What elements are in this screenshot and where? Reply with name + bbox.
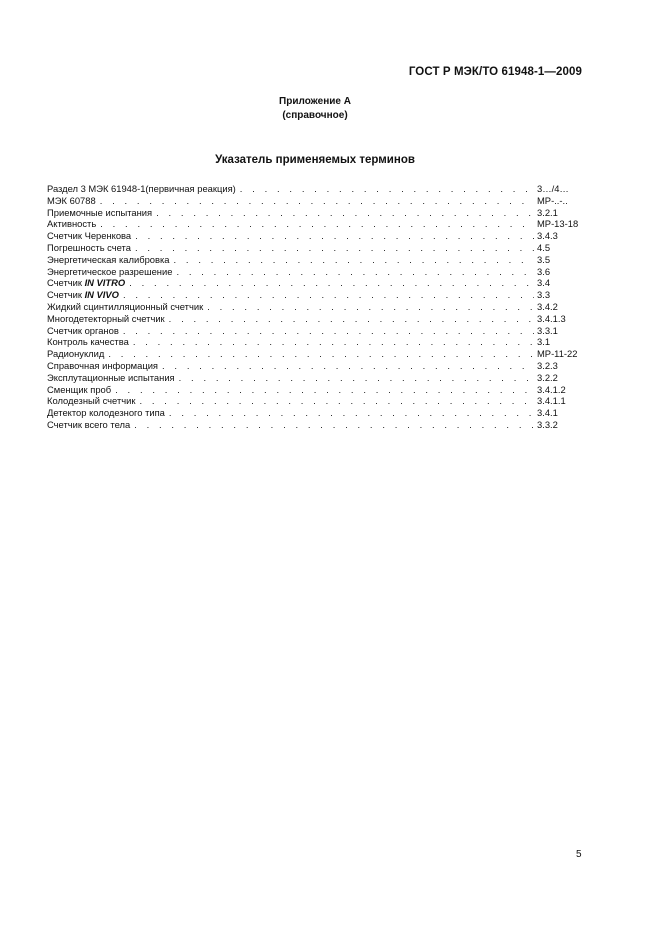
- term-reference: 3.4.1.3: [537, 312, 566, 324]
- term-text: Счетчик органов: [47, 324, 119, 336]
- term-name: [47, 230, 131, 242]
- term-name: [47, 372, 175, 384]
- term-row: [47, 360, 585, 372]
- term-reference: 3…/4…: [537, 183, 569, 194]
- term-row: [47, 266, 585, 278]
- term-reference: МР-..-..: [537, 194, 568, 206]
- dot-leader: [169, 313, 534, 325]
- term-row: [47, 395, 585, 407]
- term-name: [47, 360, 158, 372]
- term-row: [47, 207, 585, 219]
- term-reference: 3.4.1.1: [537, 395, 566, 407]
- term-row: [47, 183, 585, 195]
- term-row: [47, 419, 585, 431]
- term-text: Эксплутационные испытания: [47, 371, 175, 383]
- term-italic-text: IN VITRO: [84, 277, 126, 289]
- term-name: [47, 266, 172, 278]
- term-reference: 4.5: [537, 241, 551, 253]
- term-reference: 3.4: [537, 277, 551, 289]
- appendix-type: (справочное): [282, 110, 348, 121]
- term-name: [47, 395, 135, 407]
- dot-leader: [134, 419, 534, 431]
- page-number: 5: [576, 849, 582, 860]
- term-reference: 3.6: [537, 265, 551, 277]
- term-text: Жидкий сцинтилляционный счетчик: [47, 300, 204, 312]
- term-text: Справочная информация: [47, 359, 159, 371]
- term-name: [47, 183, 236, 195]
- dot-leader: [135, 242, 534, 254]
- term-name: [47, 195, 96, 207]
- term-reference: МР-13-18: [537, 218, 579, 230]
- term-italic-text: IN VIVO: [84, 289, 119, 301]
- term-name: [47, 218, 96, 230]
- dot-leader: [123, 325, 534, 337]
- term-reference: МР-11-22: [537, 348, 578, 360]
- term-reference: 3.4.2: [537, 300, 558, 312]
- term-name: [47, 254, 170, 266]
- term-text: Контроль качества: [47, 336, 129, 348]
- term-text: Счетчик: [47, 277, 82, 289]
- term-name: [47, 301, 203, 313]
- term-row: [47, 254, 585, 266]
- term-reference: 3.2.1: [537, 206, 558, 218]
- term-text: Радионуклид: [47, 348, 105, 360]
- dot-leader: [108, 348, 534, 360]
- term-reference: 3.1: [537, 336, 551, 348]
- term-name: [47, 325, 119, 337]
- term-row: [47, 372, 585, 384]
- term-reference: 3.4.3: [537, 230, 558, 242]
- term-name: [47, 289, 119, 301]
- term-name: [47, 277, 125, 289]
- term-text: Счетчик всего тела: [47, 418, 131, 430]
- term-row: [47, 336, 585, 348]
- term-text: Раздел 3 МЭК 61948-1(первичная реакция): [47, 183, 236, 194]
- term-row: [47, 218, 585, 230]
- term-text: Детектор колодезного типа: [47, 407, 165, 419]
- term-text: Счетчик: [47, 289, 82, 301]
- term-reference: 3.4.1: [537, 407, 558, 419]
- dot-leader: [207, 301, 534, 313]
- term-text: Активность: [47, 218, 97, 230]
- term-name: [47, 207, 152, 219]
- appendix-heading: [0, 95, 630, 123]
- term-name: [47, 348, 104, 360]
- index-title: Указатель применяемых терминов: [215, 154, 415, 166]
- term-row: [47, 325, 585, 337]
- term-row: [47, 348, 585, 360]
- term-text: Погрешность счета: [47, 241, 131, 253]
- term-name: [47, 242, 131, 254]
- term-name: [47, 313, 165, 325]
- dot-leader: [176, 266, 534, 278]
- dot-leader: [129, 277, 534, 289]
- dot-leader: [139, 395, 534, 407]
- dot-leader: [133, 336, 534, 348]
- term-reference: 3.5: [537, 253, 551, 265]
- dot-leader: [156, 207, 534, 219]
- term-reference: 3.3.2: [537, 418, 558, 430]
- terms-index-list: [47, 183, 585, 431]
- term-text: Колодезный счетчик: [47, 395, 136, 407]
- dot-leader: [123, 289, 534, 301]
- term-name: [47, 336, 129, 348]
- dot-leader: [179, 372, 534, 384]
- term-row: [47, 230, 585, 242]
- term-reference: 3.3: [537, 289, 551, 301]
- term-reference: 3.4.1.2: [537, 383, 566, 395]
- term-name: [47, 419, 130, 431]
- term-name: [47, 407, 165, 419]
- appendix-title: Приложение А: [279, 96, 351, 107]
- term-text: МЭК 60788: [47, 194, 96, 206]
- term-text: Сменщик проб: [47, 383, 112, 395]
- dot-leader: [169, 407, 534, 419]
- term-row: [47, 384, 585, 396]
- term-row: [47, 195, 585, 207]
- term-text: Счетчик Черенкова: [47, 230, 132, 242]
- dot-leader: [240, 183, 534, 195]
- dot-leader: [135, 230, 534, 242]
- term-name: [47, 384, 111, 396]
- term-row: [47, 313, 585, 325]
- term-row: [47, 277, 585, 289]
- dot-leader: [100, 195, 534, 207]
- dot-leader: [162, 360, 534, 372]
- term-text: Многодетекторный счетчик: [47, 312, 165, 324]
- dot-leader: [100, 218, 534, 230]
- term-row: [47, 242, 585, 254]
- term-row: [47, 407, 585, 419]
- term-row: [47, 289, 585, 301]
- term-text: Энергетическая калибровка: [47, 253, 170, 265]
- document-standard-code: ГОСТ Р МЭК/ТО 61948-1—2009: [408, 66, 582, 78]
- term-reference: 3.2.3: [537, 359, 558, 371]
- term-text: Приемочные испытания: [47, 206, 153, 218]
- term-text: Энергетическое разрешение: [47, 265, 173, 277]
- term-reference: 3.2.2: [537, 371, 558, 383]
- dot-leader: [174, 254, 534, 266]
- dot-leader: [115, 384, 534, 396]
- term-row: [47, 301, 585, 313]
- term-reference: 3.3.1: [537, 324, 558, 336]
